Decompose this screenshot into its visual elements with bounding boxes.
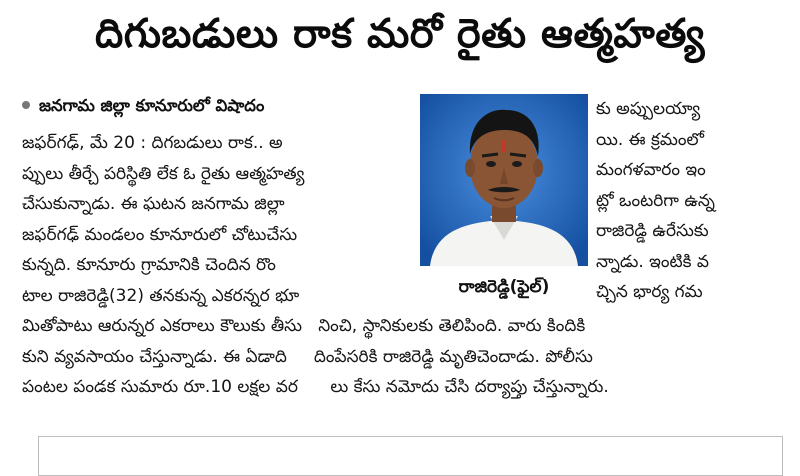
text-line: ప్పులు తీర్చే పరిస్థితి లేక ఓ రైతు ఆత్మహత్య: [22, 163, 305, 184]
text-line: చేసుకున్నాడు. ఈ ఘటన జనగామ జిల్లా: [22, 194, 285, 214]
text-line: కు అప్పులయ్యా: [596, 99, 701, 119]
text-line: మంగళవారం ఇం: [596, 160, 706, 180]
person-portrait-icon: [420, 94, 588, 266]
text-line: న్నాడు. ఇంటికి వ: [596, 251, 709, 272]
text-line: ట్లో ఒంటరిగా ఉన్న: [596, 190, 715, 211]
next-article-box: [38, 436, 783, 476]
photo-caption: రాజిరెడ్డి(ఫైల్‌): [420, 266, 588, 308]
text-line: కున్నది. కూనూరు గ్రామానికి చెందిన రొం: [22, 255, 276, 275]
text-line: టాల రాజిరెడ్డి(32) తనకున్న ఎకరన్నర భూ: [22, 285, 300, 306]
article-column-left: [22, 128, 412, 311]
text-line: యి. ఈ క్రమంలో: [596, 129, 704, 150]
text-line: జఫర్‌గఢ్‌, మే 20 : దిగబడులు రాక.. అ: [22, 133, 283, 153]
headline: దిగుబడులు రాక మరో రైతు ఆత్మహత్య: [95, 11, 705, 57]
text-line: మితోపాటు ఆరున్నర ఎకరాలు కౌలుకు తీసు నించి, స్థానికులకు తెలిపింది. వారు కిందికి: [22, 316, 586, 336]
bullet-icon: [22, 101, 30, 109]
subheadline: [22, 95, 264, 117]
text-line: చ్చిన భార్య గమ: [596, 282, 703, 302]
text-line: జఫర్‌గఢ్‌ మండలం కూనూరులో చోటుచేసు: [22, 224, 298, 245]
subheadline-text: జనగామ జిల్లా కూనూరులో విషాదం: [39, 96, 265, 115]
article-full-width-lines: [22, 311, 792, 403]
text-line: కుని వ్యవసాయం చేస్తున్నాడు. ఈ ఏడాది దింపేసరికి రాజిరెడ్డి మృతిచెందాడు. పోలీసు: [22, 346, 593, 367]
text-line: పంటల పండక సుమారు రూ.10 లక్షల వర లు కేసు నమోదు చేసి దర్యాప్తు చేస్తున్నారు.: [22, 377, 609, 397]
text-line: రాజిరెడ్డి ఉరేసుకు: [596, 221, 709, 241]
article-column-right: [596, 94, 786, 308]
person-photo: [420, 94, 588, 266]
